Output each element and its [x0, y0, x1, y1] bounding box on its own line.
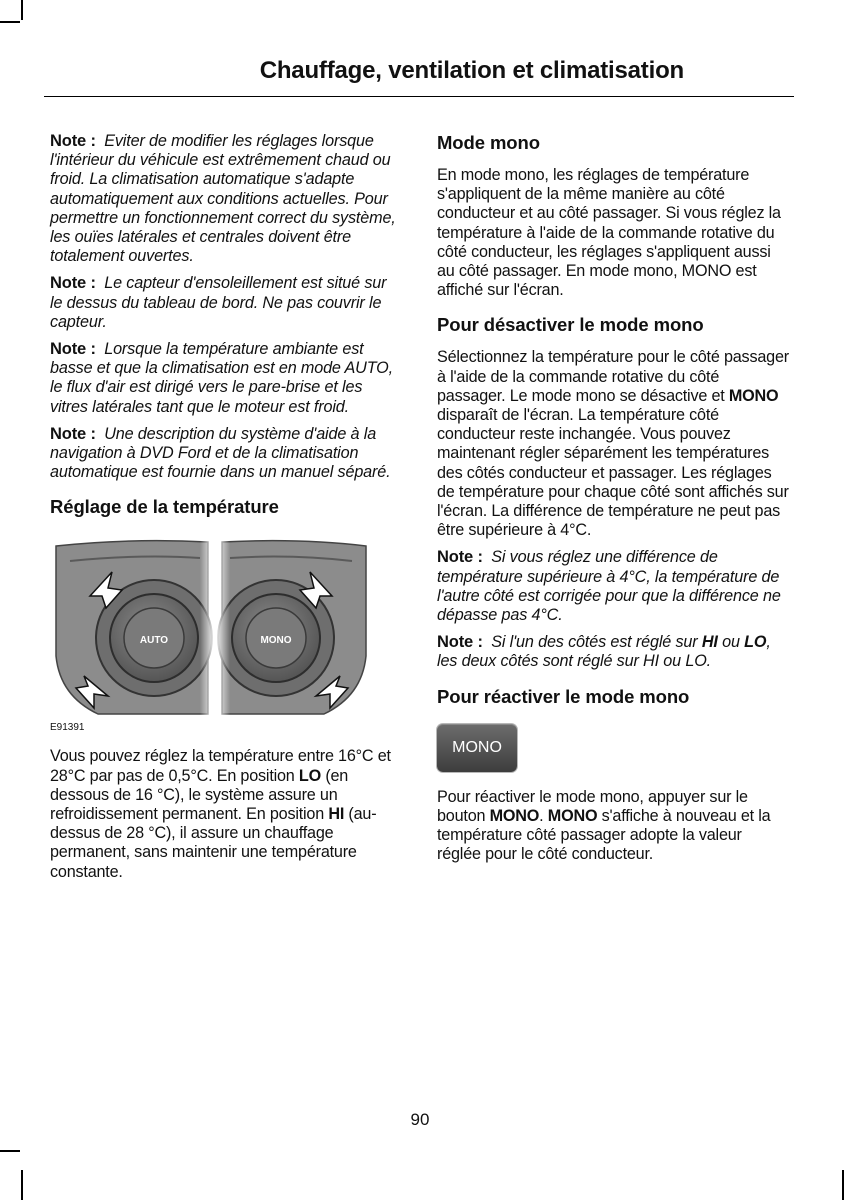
text-run: , les deux côtés sont réglé sur HI ou LO.: [437, 633, 771, 671]
text-run: (en dessous de 16 °C), le système assure un refroidissement permanent. En position: [50, 766, 349, 824]
note-label: Note :: [50, 274, 96, 293]
deactivate-paragraph: [437, 348, 789, 540]
note-text: Lorsque la température ambiante est basse et que la climatisation est en mode AUTO, le flux d'air est dirigé vers le pare-brise et les vitres latérales tant que le moteur est froid.: [50, 340, 393, 416]
section-heading-temperature: Réglage de la température: [50, 496, 279, 518]
title-rule: [44, 96, 794, 97]
note-label: Note :: [437, 633, 483, 652]
note-paragraph: [50, 274, 402, 332]
note-text: Le capteur d'ensoleillement est situé sur le dessus du tableau de bord. Ne pas couvrir le capteur.: [50, 274, 387, 331]
mono-button-illustration: MONO: [437, 724, 517, 772]
auto-knob-label: AUTO: [139, 635, 169, 647]
text-run: .: [539, 806, 548, 825]
text-run: disparaît de l'écran. La température côté conducteur reste inchangée. Vous pouvez maintenant régler séparément les températures des côtés conducteur et passager. Les réglages de température pour chaque côté sont affichés sur l'écran. La différence de température ne peut pas être supérieure à 4°C.: [437, 406, 789, 540]
climate-knobs-svg: [50, 536, 372, 716]
note-text: Une description du système d'aide à la navigation à DVD Ford et de la climatisation automatique est fournie dans un manuel séparé.: [50, 424, 391, 482]
keyword-mono: MONO: [547, 806, 598, 825]
crop-mark-bottom-right-vertical: [842, 1170, 844, 1200]
note-label: Note :: [437, 548, 483, 567]
crop-mark-top-left-horizontal: [0, 21, 20, 23]
section-heading-deactivate: Pour désactiver le mode mono: [437, 314, 704, 336]
note-label: Note :: [50, 132, 96, 150]
text-run: Pour réactiver le mode mono, appuyer sur le bouton: [437, 787, 748, 825]
temperature-paragraph: [50, 747, 402, 881]
text-run: s'affiche à nouveau et la température côté passager adopte la valeur réglée pour le côté conducteur.: [437, 806, 771, 864]
text-run: ou: [717, 633, 745, 652]
figure-code: E91391: [50, 722, 85, 734]
note-paragraph: [437, 633, 789, 671]
reactivate-paragraph: [437, 788, 789, 865]
page-title: Chauffage, ventilation et climatisation: [259, 57, 684, 84]
note-paragraph: [50, 425, 402, 483]
note-paragraph: [50, 132, 402, 266]
mono-paragraph: En mode mono, les réglages de température s'appliquent de la même manière au côté conducteur et au côté passager. Si vous réglez la température à l'aide de la commande rotative du côté conducteur, les réglages s'appliquent aussi au côté passager. En mode mono, MONO est affiché sur l'écran.: [437, 166, 781, 300]
text-run: Sélectionnez la température pour le côté passager à l'aide de la commande rotative du côté passager. Le mode mono se désactive et: [437, 348, 789, 405]
keyword-hi: HI: [701, 633, 718, 652]
section-heading-reactivate: Pour réactiver le mode mono: [437, 685, 690, 707]
page-number: 90: [410, 1110, 430, 1129]
keyword-hi: HI: [328, 805, 345, 824]
crop-mark-top-left-vertical: [21, 0, 23, 20]
text-run: Vous pouvez réglez la température entre 16°C et 28°C par pas de 0,5°C. En position: [50, 747, 391, 785]
note-text: Si vous réglez une différence de température supérieure à 4°C, la température de l'autre côté est corrigée pour que la différence ne dépasse pas 4°C.: [437, 548, 781, 625]
note-label: Note :: [50, 424, 96, 443]
keyword-mono: MONO: [728, 386, 779, 405]
mono-knob-label: MONO: [260, 635, 292, 647]
note-text: Eviter de modifier les réglages lorsque l'intérieur du véhicule est extrêmement chaud ou froid. La climatisation automatique s'adapte automatiquement aux conditions actuelles. Pour permettre un fonctionnement correct du système, les ouïes latérales et centrales doivent être totalement ouvertes.: [50, 132, 396, 266]
keyword-lo: LO: [298, 766, 322, 785]
keyword-mono: MONO: [489, 806, 540, 825]
note-label: Note :: [50, 340, 96, 359]
text-run: (au-dessus de 28 °C), il assure un chauffage permanent, sans maintenir une température constante.: [50, 805, 377, 881]
section-heading-mono: Mode mono: [437, 132, 540, 153]
note-paragraph: [437, 548, 789, 625]
right-column: [437, 132, 789, 872]
crop-mark-bottom-left-horizontal: [0, 1150, 20, 1152]
climate-control-illustration: [50, 536, 372, 716]
note-paragraph: [50, 340, 402, 417]
crop-mark-bottom-left-vertical: [21, 1170, 23, 1200]
keyword-lo: LO: [744, 633, 767, 652]
text-run: Si l'un des côtés est réglé sur: [491, 633, 702, 652]
left-column: [50, 132, 402, 890]
